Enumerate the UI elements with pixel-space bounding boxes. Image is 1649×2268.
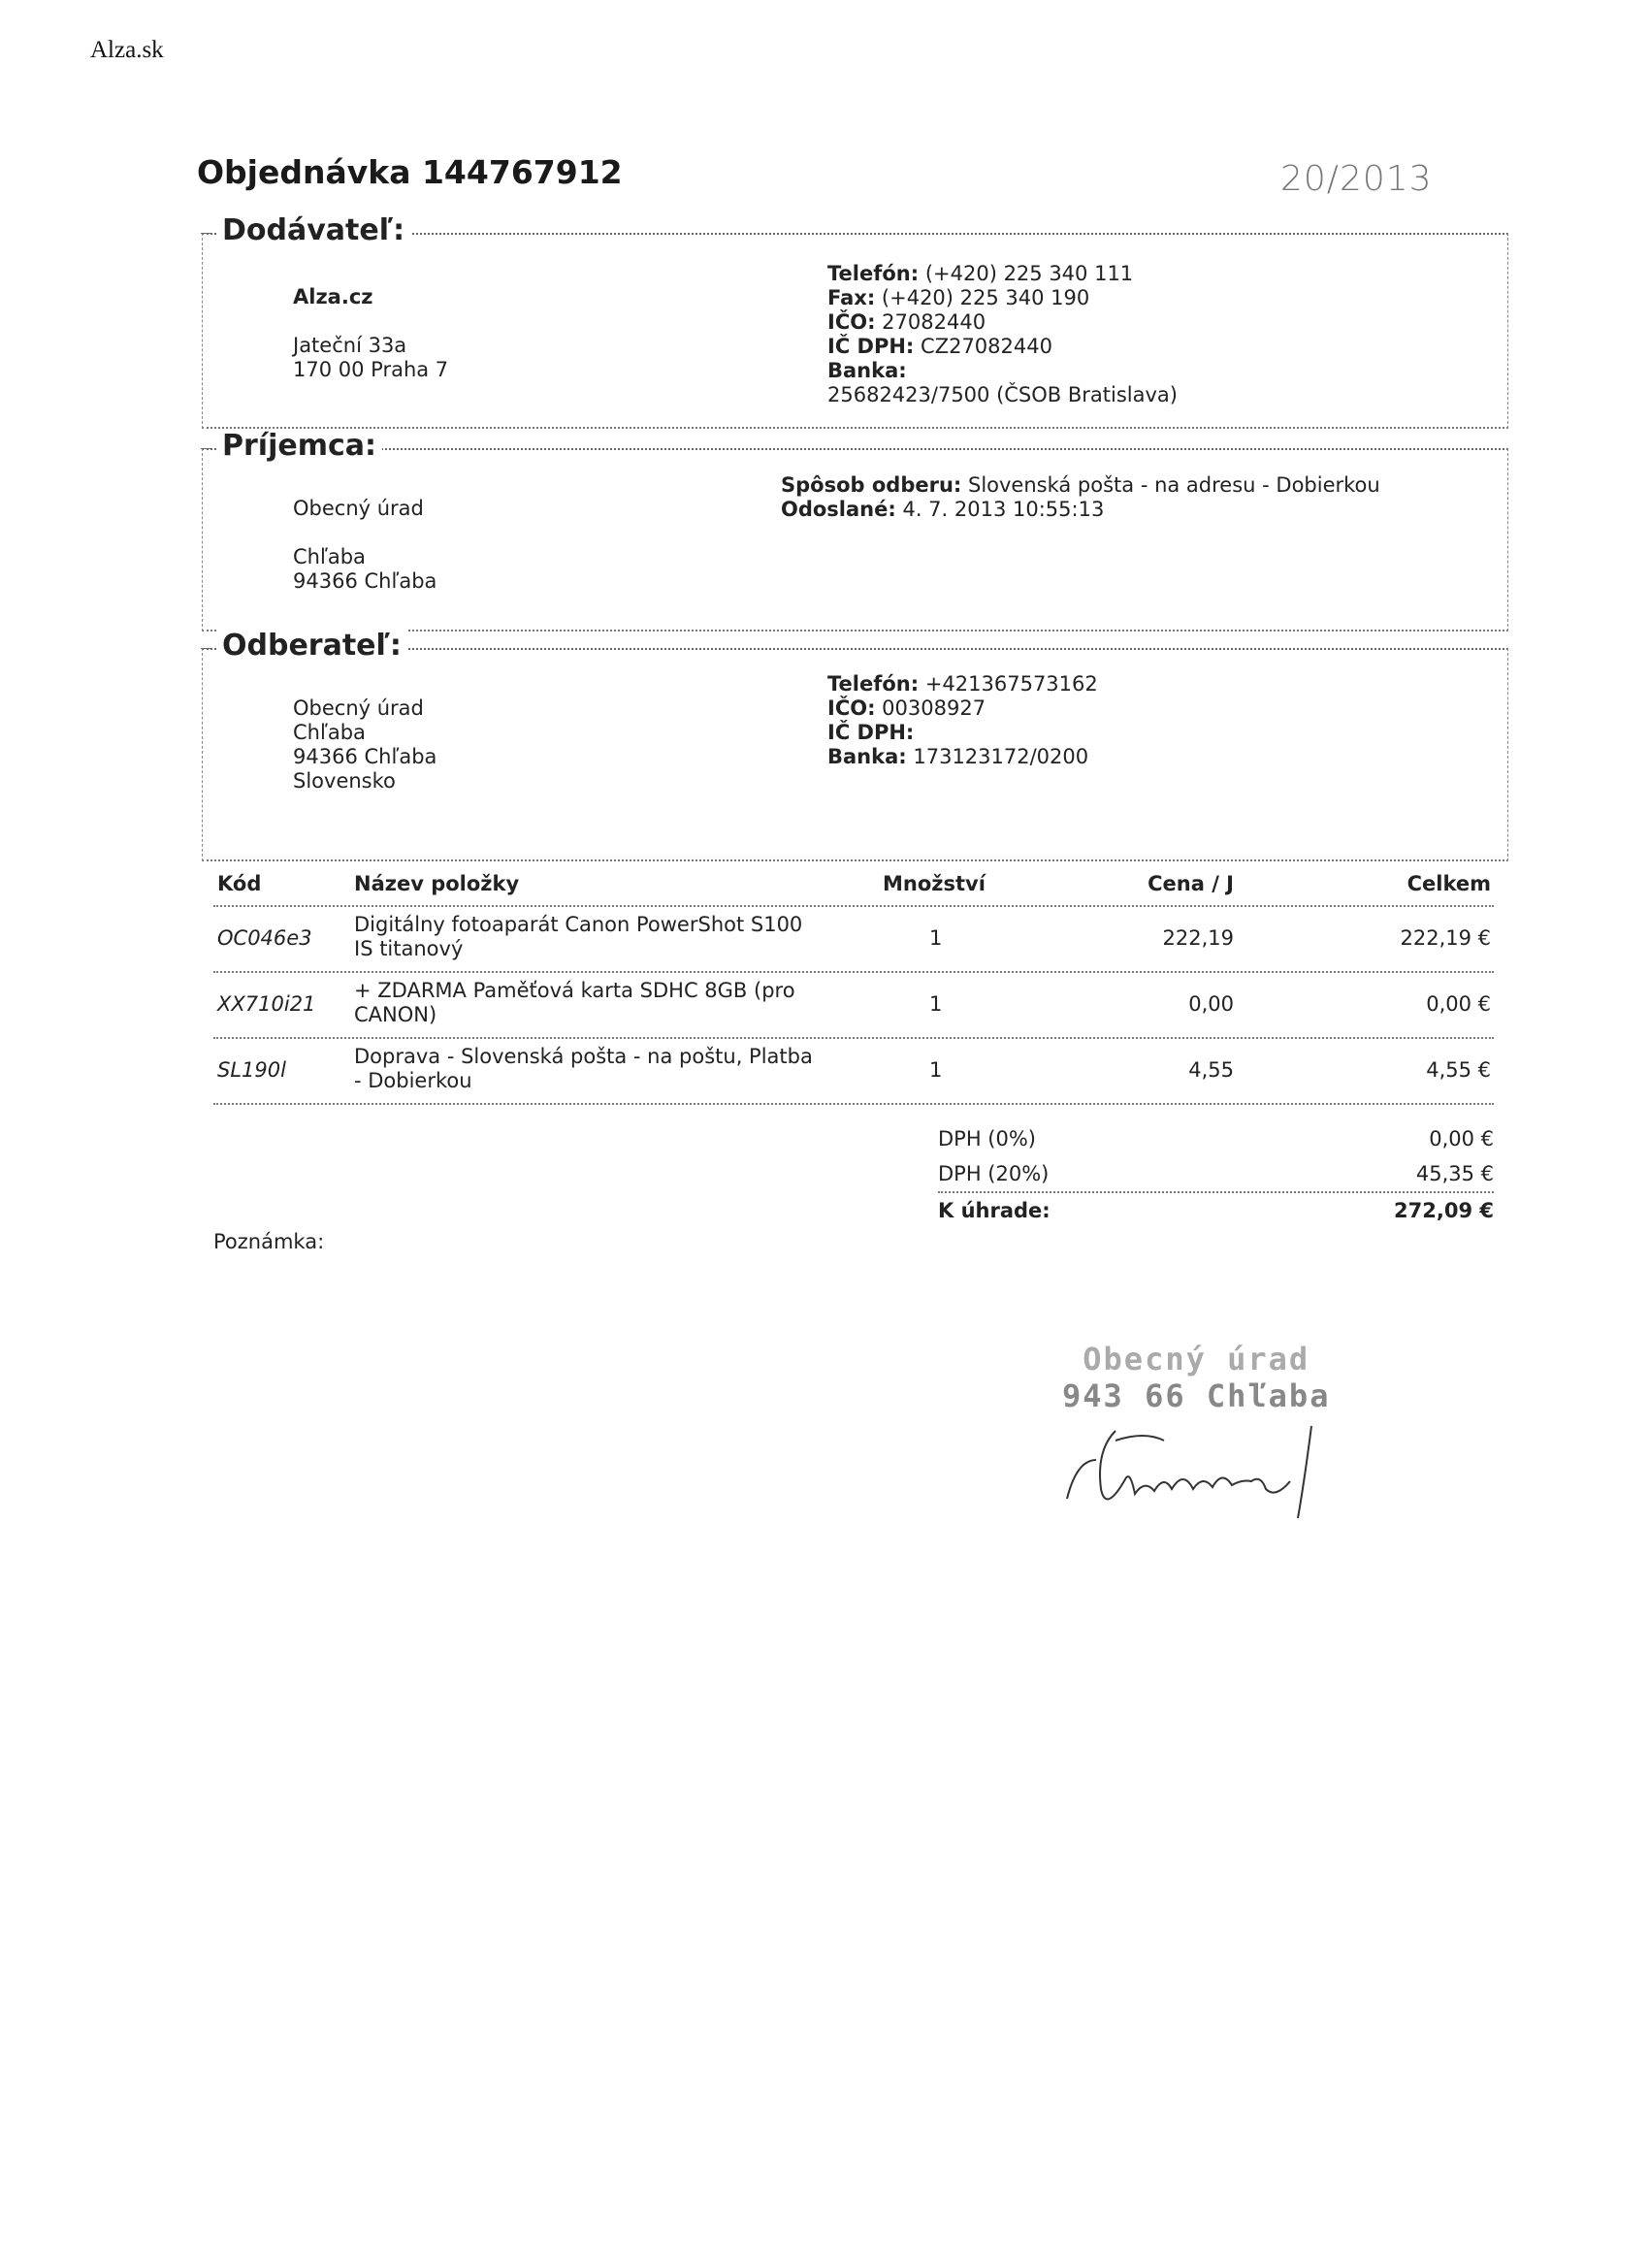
bank-label: Banka: <box>827 359 907 382</box>
customer-legend: Odberateľ: <box>216 629 407 663</box>
page-title: Objednávka 144767912 <box>197 153 623 191</box>
item-code: XX710i21 <box>217 992 316 1016</box>
ico-label: IČO: <box>827 310 876 334</box>
recipient-name: Obecný úrad <box>293 497 424 520</box>
note-label: Poznámka: <box>213 1230 325 1253</box>
sent-label: Odoslané: <box>781 498 896 521</box>
recipient-street: Chľaba <box>293 545 366 568</box>
recipient-legend: Príjemca: <box>216 429 382 463</box>
delivery-method: Slovenská pošta - na adresu - Dobierkou <box>967 473 1380 497</box>
item-name-line-1: Doprava - Slovenská pošta - na poštu, Platba <box>354 1045 813 1068</box>
customer-section <box>202 629 1508 861</box>
item-name-line-2: IS titanový <box>354 937 464 960</box>
item-qty: 1 <box>929 926 943 950</box>
supplier-name: Alza.cz <box>293 285 373 308</box>
customer-street: Chľaba <box>293 721 366 744</box>
item-unit-price: 0,00 <box>1188 992 1234 1016</box>
table-row <box>213 973 1494 1039</box>
recipient-section <box>202 429 1508 632</box>
supplier-icdph: CZ27082440 <box>921 335 1052 358</box>
phone-label: Telefón: <box>827 262 920 285</box>
item-total: 222,19 € <box>1400 926 1491 950</box>
header-code: Kód <box>217 872 262 895</box>
signature <box>1057 1421 1348 1528</box>
header-price: Cena / J <box>1148 872 1234 895</box>
table-row <box>213 907 1494 973</box>
item-code: OC046e3 <box>217 926 312 950</box>
customer-bank: 173123172/0200 <box>913 745 1089 768</box>
customer-name: Obecný úrad <box>293 697 424 720</box>
items-table <box>213 868 1494 1105</box>
amount-due-value: 272,09 € <box>1394 1199 1494 1222</box>
table-header <box>213 868 1494 907</box>
handwritten-number: 20/2013 <box>1280 159 1433 199</box>
vat0-label: DPH (0%) <box>938 1127 1037 1150</box>
recipient-city: 94366 Chľaba <box>293 569 437 593</box>
stamp <box>1062 1341 1330 1414</box>
stamp-line-1: Obecný úrad <box>1083 1341 1310 1377</box>
customer-phone: +421367573162 <box>924 672 1098 696</box>
supplier-section <box>202 213 1508 429</box>
item-qty: 1 <box>929 992 943 1016</box>
phone-label: Telefón: <box>827 672 920 696</box>
supplier-phone: (+420) 225 340 111 <box>924 262 1134 285</box>
vat0-value: 0,00 € <box>1429 1127 1494 1150</box>
item-name-line-2: CANON) <box>354 1003 437 1026</box>
item-name-line-2: - Dobierkou <box>354 1069 472 1092</box>
customer-ico: 00308927 <box>882 697 986 720</box>
customer-city: 94366 Chľaba <box>293 745 437 768</box>
item-unit-price: 222,19 <box>1162 926 1234 950</box>
header-name: Název položky <box>354 872 520 895</box>
item-qty: 1 <box>929 1058 943 1082</box>
supplier-legend: Dodávateľ: <box>216 213 410 247</box>
item-name-line-1: + ZDARMA Paměťová karta SDHC 8GB (pro <box>354 979 795 1002</box>
vat20-label: DPH (20%) <box>938 1162 1050 1185</box>
site-name: Alza.sk <box>90 37 164 63</box>
supplier-street: Jateční 33a <box>293 334 407 357</box>
item-code: SL190l <box>217 1058 286 1082</box>
table-row <box>213 1039 1494 1105</box>
bank-label: Banka: <box>827 745 907 768</box>
header-qty: Množství <box>883 872 986 895</box>
method-label: Spôsob odberu: <box>781 473 962 497</box>
supplier-city: 170 00 Praha 7 <box>293 358 449 381</box>
sent-date: 4. 7. 2013 10:55:13 <box>902 498 1105 521</box>
item-total: 4,55 € <box>1426 1058 1491 1082</box>
customer-country: Slovensko <box>293 769 396 793</box>
icdph-label: IČ DPH: <box>827 335 915 358</box>
supplier-fax: (+420) 225 340 190 <box>881 286 1090 309</box>
amount-due-label: K úhrade: <box>938 1199 1051 1222</box>
header-total: Celkem <box>1406 872 1491 895</box>
vat20-value: 45,35 € <box>1415 1162 1494 1185</box>
icdph-label: IČ DPH: <box>827 721 915 744</box>
supplier-bank: 25682423/7500 (ČSOB Bratislava) <box>827 383 1178 406</box>
stamp-line-2: 943 66 Chľaba <box>1062 1377 1331 1414</box>
totals <box>938 1121 1494 1228</box>
item-name-line-1: Digitálny fotoaparát Canon PowerShot S100 <box>354 913 803 936</box>
item-unit-price: 4,55 <box>1188 1058 1234 1082</box>
supplier-ico: 27082440 <box>882 310 986 334</box>
item-total: 0,00 € <box>1426 992 1491 1016</box>
fax-label: Fax: <box>827 286 876 309</box>
ico-label: IČO: <box>827 697 876 720</box>
